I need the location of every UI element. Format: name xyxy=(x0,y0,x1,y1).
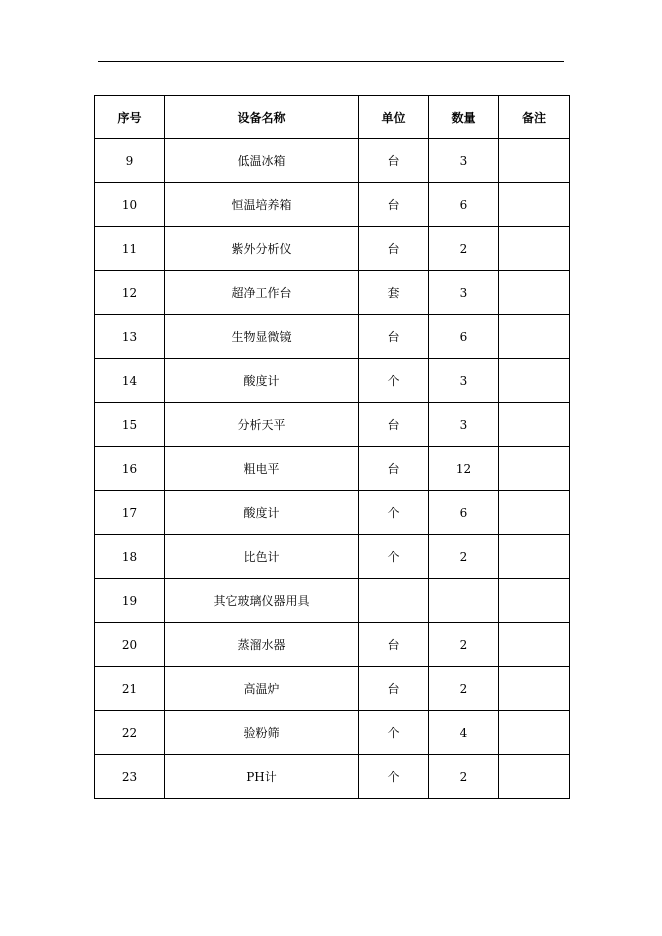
cell-name: 酸度计 xyxy=(165,491,359,535)
cell-name: 生物显微镜 xyxy=(165,315,359,359)
cell-seq: 11 xyxy=(95,227,165,271)
cell-seq: 22 xyxy=(95,711,165,755)
cell-note xyxy=(499,271,570,315)
cell-note xyxy=(499,315,570,359)
cell-name: 紫外分析仪 xyxy=(165,227,359,271)
cell-qty: 6 xyxy=(429,491,499,535)
cell-name: 验粉筛 xyxy=(165,711,359,755)
cell-note xyxy=(499,491,570,535)
cell-qty: 2 xyxy=(429,755,499,799)
table-header-row xyxy=(95,96,570,139)
cell-qty: 3 xyxy=(429,403,499,447)
cell-unit: 台 xyxy=(359,623,429,667)
cell-note xyxy=(499,139,570,183)
cell-seq: 14 xyxy=(95,359,165,403)
cell-name: 高温炉 xyxy=(165,667,359,711)
cell-unit: 个 xyxy=(359,359,429,403)
cell-note xyxy=(499,403,570,447)
cell-note xyxy=(499,183,570,227)
table-row xyxy=(95,711,570,755)
cell-unit xyxy=(359,579,429,623)
table-row xyxy=(95,667,570,711)
cell-seq: 20 xyxy=(95,623,165,667)
cell-qty: 2 xyxy=(429,667,499,711)
cell-note xyxy=(499,711,570,755)
cell-note xyxy=(499,227,570,271)
table-row xyxy=(95,623,570,667)
cell-note xyxy=(499,755,570,799)
cell-name: 分析天平 xyxy=(165,403,359,447)
table-row xyxy=(95,403,570,447)
cell-unit: 台 xyxy=(359,227,429,271)
cell-seq: 13 xyxy=(95,315,165,359)
cell-seq: 12 xyxy=(95,271,165,315)
cell-unit: 个 xyxy=(359,711,429,755)
cell-qty: 4 xyxy=(429,711,499,755)
header-unit: 单位 xyxy=(359,96,429,139)
cell-name: 酸度计 xyxy=(165,359,359,403)
cell-unit: 套 xyxy=(359,271,429,315)
header-name: 设备名称 xyxy=(165,96,359,139)
cell-seq: 15 xyxy=(95,403,165,447)
cell-qty xyxy=(429,579,499,623)
cell-seq: 16 xyxy=(95,447,165,491)
table-row xyxy=(95,491,570,535)
cell-qty: 6 xyxy=(429,183,499,227)
cell-qty: 12 xyxy=(429,447,499,491)
cell-name: PH计 xyxy=(165,755,359,799)
cell-qty: 6 xyxy=(429,315,499,359)
cell-name: 蒸溜水器 xyxy=(165,623,359,667)
cell-unit: 台 xyxy=(359,403,429,447)
cell-name: 其它玻璃仪器用具 xyxy=(165,579,359,623)
cell-name: 恒温培养箱 xyxy=(165,183,359,227)
cell-note xyxy=(499,667,570,711)
cell-note xyxy=(499,579,570,623)
cell-note xyxy=(499,447,570,491)
table-row xyxy=(95,227,570,271)
table-row xyxy=(95,315,570,359)
cell-seq: 18 xyxy=(95,535,165,579)
cell-note xyxy=(499,535,570,579)
cell-qty: 2 xyxy=(429,227,499,271)
cell-unit: 台 xyxy=(359,667,429,711)
cell-seq: 19 xyxy=(95,579,165,623)
cell-seq: 21 xyxy=(95,667,165,711)
cell-seq: 9 xyxy=(95,139,165,183)
cell-name: 粗电平 xyxy=(165,447,359,491)
cell-qty: 2 xyxy=(429,623,499,667)
cell-note xyxy=(499,359,570,403)
cell-note xyxy=(499,623,570,667)
cell-unit: 个 xyxy=(359,535,429,579)
cell-unit: 个 xyxy=(359,755,429,799)
table-row xyxy=(95,183,570,227)
cell-unit: 台 xyxy=(359,315,429,359)
cell-name: 低温冰箱 xyxy=(165,139,359,183)
cell-qty: 3 xyxy=(429,139,499,183)
table-row xyxy=(95,579,570,623)
header-qty: 数量 xyxy=(429,96,499,139)
cell-unit: 台 xyxy=(359,139,429,183)
table-row xyxy=(95,755,570,799)
equipment-table xyxy=(94,95,570,799)
cell-seq: 23 xyxy=(95,755,165,799)
cell-name: 比色计 xyxy=(165,535,359,579)
header-seq: 序号 xyxy=(95,96,165,139)
cell-seq: 17 xyxy=(95,491,165,535)
table-row xyxy=(95,271,570,315)
header-rule xyxy=(98,61,564,62)
cell-qty: 2 xyxy=(429,535,499,579)
table-row xyxy=(95,447,570,491)
cell-unit: 台 xyxy=(359,447,429,491)
table-row xyxy=(95,535,570,579)
cell-unit: 个 xyxy=(359,491,429,535)
cell-qty: 3 xyxy=(429,359,499,403)
header-note: 备注 xyxy=(499,96,570,139)
cell-name: 超净工作台 xyxy=(165,271,359,315)
table-row xyxy=(95,359,570,403)
cell-qty: 3 xyxy=(429,271,499,315)
cell-unit: 台 xyxy=(359,183,429,227)
cell-seq: 10 xyxy=(95,183,165,227)
table-row xyxy=(95,139,570,183)
